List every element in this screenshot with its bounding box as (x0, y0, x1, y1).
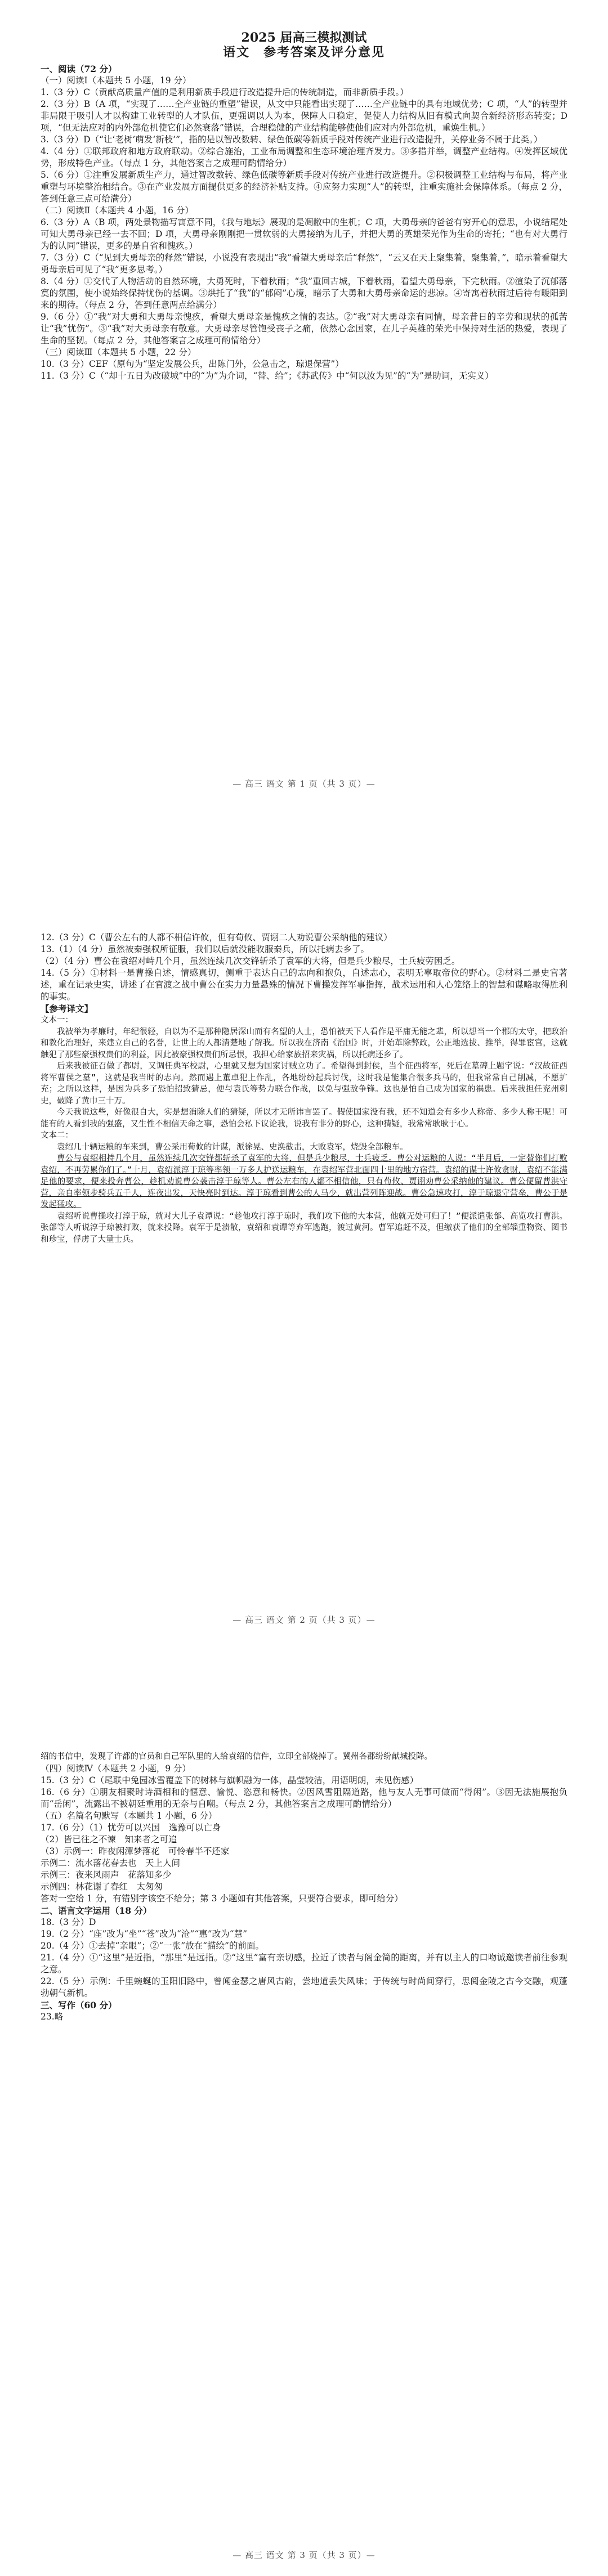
answer-item: 示例三：夜来风雨声 花落知多少 (41, 1869, 172, 1880)
subsection-heading: （二）阅读Ⅱ（本题共 4 小题，16 分） (41, 205, 194, 216)
text1-label: 文本一： (41, 1016, 73, 1025)
translation-paragraph: 袁绍听说曹操攻打淳于琼，就对大儿子袁谭说：“趁他攻打淳于琼时，我们攻下他的大本营，他就无处可归了！”便派遣张郃、高览攻打曹洪。张郃等人听说淳于琼被打败，就来投降。袁军于是溃散，袁绍和袁谭等弃军逃跑，渡过黄河。曹军追赶不及，但缴获了他们的全部辎重物资、图书和珍宝，俘虏了大量士兵。 (41, 1211, 567, 1244)
answer-item: 21.（4 分）①“这里”是近指，“那里”是远指。②“这里”富有亲切感，拉近了读者与阁金简的距离，并有以主人的口吻诚邀读者前往参观之意。 (41, 1952, 567, 1974)
answer-item: 19.（2 分）“座”改为“坐”“苍”改为“沧”“惠”改为“慧” (41, 1928, 248, 1939)
section-heading: 三、写作（60 分） (41, 1999, 117, 2010)
translation-paragraph-underlined: 曹公与袁绍相持几个月，虽然连续几次交锋都斩杀了袁军的大将，但是兵少粮尽，士兵疲乏。曹公对运粮的人说：“半月后，一定替你们打败袁绍，不再劳累你们了。”十月，袁绍派淳于琼等率领一万多人护送运粮车，在袁绍军营北面四十里的地方宿营。袁绍的谋士许攸贪财，袁绍不能满足他的要求，便来投奔曹公，趁机劝说曹公袭击淳于琼等人。曹公左右的人都不相信他，只有荀攸、贾诩劝曹公采纳他的建议。曹公便留曹洪守营，亲自率领步骑兵五千人，连夜出发，天快亮时到达。淳于琼看到曹公的人马少，就出营列阵迎战。曹公急速攻打，淳于琼退守营垒，曹公于是发起猛攻。 (41, 1154, 567, 1209)
answer-item: 答对一空给 1 分，有错别字该空不给分；第 3 小题如有其他答案，只要符合要求，即可给分） (41, 1893, 403, 1904)
page-footer: — 高三 语文 第 3 页（共 3 页）— (233, 2550, 375, 2560)
subsection-heading: （三）阅读Ⅲ（本题共 5 小题，22 分） (41, 347, 196, 357)
answer-item: 5.（6 分）①注重发展新质生产力，通过智改数转、绿色低碳等新质手段对传统产业进行改造提升。②积极调整工业结构与布局，将产业重塑与环境整治相结合。③在产业发展方面提供更多的经济补贴支持。④应努力实现“人”的转型，注重实施社会保障体系。（每点 2 分，答到任意三点可给满分） (41, 170, 567, 204)
answer-item: 1.（3 分）C（贡献高质量产值的是利用新质手段进行改造提升后的传统制造，而非新质手段。） (41, 87, 409, 97)
translation-paragraph: 后来我被征召做了都尉，又调任典军校尉，心里就又想为国家讨贼立功了。希望得到封侯，当个征西将军，死后在墓碑上题字说：“汉故征西将军曹侯之墓”，这就是我当时的志向。然而遇上董卓犯上作乱，各地纷纷起兵讨伐，这时我是能集合很多兵马的，但我常常自己削减，不愿扩充；之所以这样，是因为兵多了恐怕招致猜忌，便与袁氏等势力联合作战，以免与强敌争锋。这也是怕自己成为国家的祸患。后来我担任兖州刺史，破降了黄巾三十万。 (41, 1062, 567, 1106)
answer-item: 20.（4 分）①去掉“亲眼”；②“一张”放在“描绘”的前面。 (41, 1940, 264, 1951)
answer-page-2 (0, 859, 608, 1717)
section-heading: 二、语言文字运用（18 分） (41, 1905, 152, 1916)
answer-item: 8.（4 分）①交代了人物活动的自然环境，大勇死时，下着秋雨；“我”重回古城，下着秋雨，看望大勇母亲，下完秋雨。②渲染了沉郁落寞的氛围，使小说始终保持忧伤的基调。③烘托了“我”的“郁闷”心境，暗示了大勇和大勇母亲命运的悲凉。④寄寓着秋雨过后待有暖阳到来的期待。（每点 2 分，答到任意两点给满分） (41, 276, 567, 310)
answer-page-1 (0, 0, 608, 859)
subsection-heading: （五）名篇名句默写（本题共 1 小题，6 分） (41, 1810, 217, 1821)
answer-item: 11.（3 分）C（“却十五日为改破城”中的“为”为介词，“替、给”；《苏武传》中“何以汝为见”的“为”是助词，无实义） (41, 371, 494, 381)
answer-page-3 (0, 1717, 608, 2576)
answer-item: 17.（6 分）（1）忧劳可以兴国 逸豫可以亡身 (41, 1822, 221, 1833)
answer-item: 3.（3 分）D（“让‘老树’萌发‘新枝’”，指的是以智改数转、绿色低碳等新质手段对传统产业进行改造提升，关停业务不属于此类。） (41, 134, 543, 145)
answer-item: 15.（3 分）C（尾联中兔园冰雪覆盖下的树林与旗帜融为一体，晶莹较洁，用语明朗，未见伤感） (41, 1775, 419, 1785)
page-footer: — 高三 语文 第 1 页（共 3 页）— (233, 779, 375, 789)
text2-label: 文本二： (41, 1131, 73, 1140)
answer-item: 23.略 (41, 2011, 64, 2022)
translation-paragraph: 今天我说这些，好像很自大，实是想消除人们的猜疑，所以才无所讳言罢了。假使国家没有我，还不知道会有多少人称帝、多少人称王呢！可能有的人看到我的强盛，又生性不相信天命之事，恐怕会私下议论我，说我有非分的野心，这种猜疑，我常常耿耿于心。 (41, 1108, 567, 1129)
exam-title: 2025 届高三模拟测试 (241, 30, 367, 45)
answer-item: 10.（3 分）CEF（原句为“坚定发展公兵，出陈门外，公急击之，琼退保营”） (41, 359, 344, 369)
answer-item: 示例四：林花谢了春红 太匆匆 (41, 1881, 163, 1892)
translation-heading: 【参考译文】 (41, 1003, 93, 1014)
translation-paragraph: 我被举为孝廉时，年纪很轻，自以为不是那种隐居深山而有名望的人士，恐怕被天下人看作是平庸无能之辈，所以想当一个郡的太守，把政治和教化治理好，来建立自己的名誉，让世上的人都清楚地了解我。所以我在济南《治国》时，开始革除弊政，公正地选拔、推举，得罪宦官，这就触犯了那些豪强权贵们的利益，因此被豪强权贵们所忌恨，我担心给家族招来灾祸，所以托病还乡了。 (41, 1027, 567, 1060)
answer-item: 6.（3 分）A（B 项，两处景物描写寓意不同，《我与地坛》展现的是凋敝中的生机；C 项，大勇母亲的爸爸有穷开心的意思，小说结尾处可知大勇母亲已经一去不回；D 项，大勇母亲刚刚把一贯软弱的大勇接纳为儿子，并把大勇的英雄荣光作为生命的寄托；“也有对大勇行为的认同”错误，更多的是自省和愧疚。） (41, 217, 567, 251)
page1-content (41, 63, 567, 382)
answer-item: 18.（3 分）D (41, 1917, 96, 1927)
answer-item: 12.（3 分）C（曹公左右的人都不相信许攸，但有荀攸、贾诩二人劝说曹公采纳他的建议） (41, 932, 392, 943)
answer-item: （2）（4 分）曹公在袁绍对峙几个月，虽然连续几次交锋斩杀了袁军的大将，但是兵少粮尽，士兵疲劳困乏。 (41, 956, 461, 966)
translation-continued: 绍的书信中，发现了许都的官员和自己军队里的人给袁绍的信件，立即全部烧掉了。冀州各郡纷纷献城投降。 (41, 1752, 432, 1761)
answer-item: 7.（3 分）C（“见到大勇母亲的释然”错误，小说没有表现出“我”看望大勇母亲后“释然”，“云又在天上聚集着，聚集着，”，暗示着看望大勇母亲后可见了“我”更多思考。） (41, 253, 567, 275)
page3-content (41, 1751, 567, 2023)
page-footer: — 高三 语文 第 2 页（共 3 页）— (233, 1615, 375, 1625)
answer-item: 14.（5 分）①材料一是曹操自述，情感真切，侧重于表达自己的志向和抱负，自述志心，表明无辜取帝位的野心。②材料二是史官著述，重在记录史实，讲述了在官渡之战中曹公在实力力量悬殊的情况下曹操发挥军事指挥，战术运用和人心笼络上的智慧和谋略取得胜利的事实。 (41, 968, 567, 1002)
answer-item: 示例二：流水落花春去也 天上人间 (41, 1857, 181, 1868)
answer-item: 4.（4 分）①联邦政府和地方政府联动。②综合施治，工业布局调整和生态环境治理齐发力。③多措并举，调整产业结构。④发挥区域优势，形成特色产业。（每点 1 分，其他答案言之成理可酌情给分） (41, 146, 567, 168)
answer-item: 13.（1）（4 分）虽然被秦强权所征服，我们以后就没能收服秦兵，所以托病去乡了。 (41, 944, 370, 954)
answer-item: 2.（3 分）B（A 项，“实现了……全产业链的重塑”错误，从文中只能看出实现了……全产业链中的具有地域优势；C 项，“人”的转型并非局限于吸引人才以构建工业转型的人才队伍，更强调以人为本，保障人口稳定，促使人力结构从旧有模式向契合新经济形态转变；D 项，“但无法应对的内外部危机使它们必然衰落”错误，合理稳健的产业结构能够使他们应对内外部危机，重焕生机。） (41, 99, 567, 133)
answer-item: （2）皆已往之不谏 知来者之可追 (41, 1834, 177, 1845)
subsection-heading: （一）阅读Ⅰ（本题共 5 小题，19 分） (41, 75, 191, 86)
subsection-heading: （四）阅读Ⅳ（本题共 2 小题，9 分） (41, 1763, 191, 1774)
answer-item: 9.（6 分）①“我”对大勇和大勇母亲愧疚，看望大勇母亲是愧疚之情的表达。②“我”对大勇母亲有同情，母亲昔日的辛劳和现状的孤苦让“我”忧伤”。③“我”对大勇母亲有敬意。大勇母亲尽管饱受丧子之痛，依然心念国家，在儿子英雄的荣光中保持对生活的热爱，表现了生命的坚韧。（每点 2 分，其他答案言之成理可酌情给分） (41, 312, 567, 345)
translation-paragraph: 袁绍几十辆运粮的车来到，曹公采用荀攸的计谋，派徐晃、史涣截击，大败袁军，烧毁全部粮车。 (57, 1142, 408, 1152)
page2-content (41, 932, 567, 1245)
answer-key-title: 语文 参考答案及评分意见 (222, 45, 385, 60)
section-heading: 一、阅读（72 分） (41, 64, 117, 74)
answer-item: （3）示例一：昨夜闲潭梦落花 可怜春半不还家 (41, 1846, 230, 1856)
answer-item: 22.（5 分）示例：千里蜿蜒的玉阳旧路中，曾闻金瑟之唐风古韵，尝地道丢失风味；于传统与时尚间穿行，思阅金陵之古今交融，观蓬勃朝气新机。 (41, 1976, 567, 1998)
answer-item: 16.（6 分）①朋友相聚时诗酒相和的惬意、愉悦、恣意和畅快。②因风雪阻隔道路，他与友人无事可做而“得闲”。③因无法施展抱负而“岳闲”，流露出不被朝廷重用的无奈与自嘲。（每点 2 分，其他答案言之成理可酌情给分） (41, 1787, 567, 1809)
